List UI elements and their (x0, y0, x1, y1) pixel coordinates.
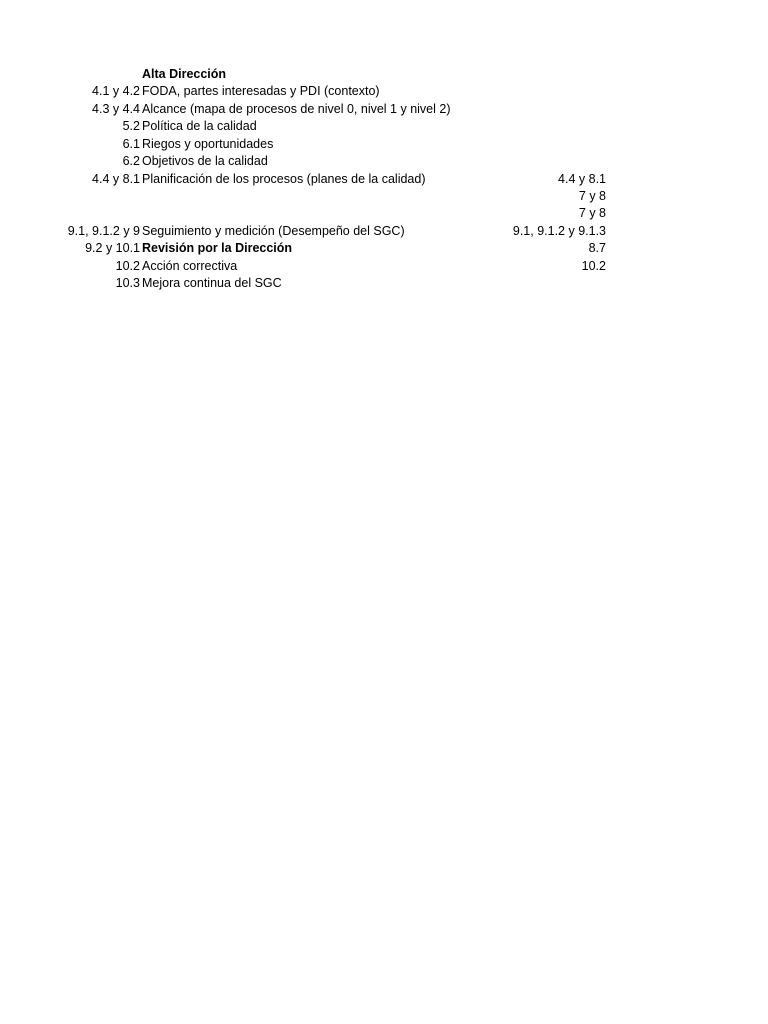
clause-label: Acción correctiva (142, 259, 238, 273)
clause-label: Planificación de los procesos (planes de la calidad) (142, 172, 426, 186)
table-row (0, 257, 768, 275)
clause-label: FODA, partes interesadas y PDI (contexto) (142, 84, 380, 98)
table-row (0, 117, 768, 135)
table-row (0, 100, 768, 118)
clause-code: 10.3 (115, 276, 140, 290)
clause-code: 4.3 y 4.4 (92, 102, 140, 116)
clause-reference: 7 y 8 (578, 189, 606, 203)
clause-code: 9.1, 9.1.2 y 9 (67, 224, 140, 238)
header-row (0, 65, 768, 83)
clause-reference: 9.1, 9.1.2 y 9.1.3 (512, 224, 606, 238)
table-row (0, 152, 768, 170)
clause-label: Riegos y oportunidades (142, 137, 274, 151)
clause-label: Alcance (mapa de procesos de nivel 0, nivel 1 y nivel 2) (142, 102, 451, 116)
clause-code: 6.2 (122, 154, 140, 168)
clause-label: Mejora continua del SGC (142, 276, 282, 290)
table-row (0, 274, 768, 292)
clause-reference: 7 y 8 (578, 206, 606, 220)
clause-label: Revisión por la Dirección (142, 241, 293, 255)
table-row (0, 135, 768, 153)
table-row (0, 170, 768, 188)
clause-code: 9.2 y 10.1 (85, 241, 140, 255)
table-row (0, 222, 768, 240)
clause-code: 4.4 y 8.1 (92, 172, 140, 186)
clause-code: 4.1 y 4.2 (92, 84, 140, 98)
clause-code: 6.1 (122, 137, 140, 151)
clause-reference: 10.2 (581, 259, 606, 273)
header-title: Alta Dirección (142, 67, 227, 81)
clause-label: Objetivos de la calidad (142, 154, 268, 168)
clause-label: Seguimiento y medición (Desempeño del SGC) (142, 224, 405, 238)
table-row (0, 204, 768, 222)
clause-code: 5.2 (122, 119, 140, 133)
table-row (0, 187, 768, 205)
table-row (0, 82, 768, 100)
table-row (0, 239, 768, 257)
clause-code: 10.2 (115, 259, 140, 273)
clause-label: Política de la calidad (142, 119, 257, 133)
clause-reference: 8.7 (588, 241, 606, 255)
clause-reference: 4.4 y 8.1 (558, 172, 606, 186)
